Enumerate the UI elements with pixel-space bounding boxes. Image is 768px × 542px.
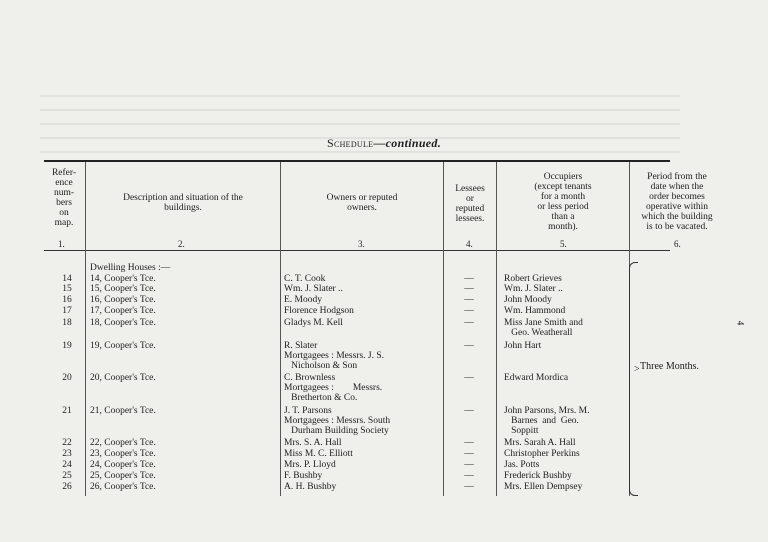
row-owner: F. Bushby	[284, 471, 323, 481]
column-divider	[496, 162, 497, 496]
row-description: 15, Cooper's Tce.	[90, 284, 156, 294]
row-owner: Mrs. P. Lloyd	[284, 460, 336, 470]
header-period	[632, 172, 722, 232]
row-description: 25, Cooper's Tce.	[90, 471, 156, 481]
row-occupier: Mrs. Ellen Dempsey	[504, 482, 583, 492]
row-owner: Mrs. S. A. Hall	[284, 438, 342, 448]
column-number: 3.	[358, 239, 365, 249]
row-owner: R. Slater Mortgagees : Messrs. J. S. Nicholson & Son	[284, 341, 385, 371]
row-lessee: —	[464, 284, 474, 294]
column-divider	[85, 162, 86, 496]
column-divider	[443, 162, 444, 496]
row-owner: Gladys M. Kell	[284, 318, 343, 328]
header-reference	[44, 168, 84, 228]
column-divider	[280, 162, 281, 496]
row-owner: C. T. Cook	[284, 274, 326, 284]
row-owner: C. Brownless Mortgagees : Messrs. Bretherton & Co.	[284, 373, 383, 403]
row-reference: 18	[62, 318, 72, 328]
row-lessee: —	[464, 438, 474, 448]
vacate-period: Three Months.	[640, 361, 699, 372]
row-reference: 24	[62, 460, 72, 470]
row-lessee: —	[464, 274, 474, 284]
row-occupier: John Moody	[504, 295, 552, 305]
grouping-brace	[629, 262, 638, 496]
header-description-text: Description and situation of the buildings.	[123, 193, 243, 213]
row-reference: 23	[62, 449, 72, 459]
row-description: 22, Cooper's Tce.	[90, 438, 156, 448]
row-owner: J. T. Parsons Mortgagees : Messrs. South Durham Building Society	[284, 406, 391, 436]
row-reference: 22	[62, 438, 72, 448]
row-lessee: —	[464, 460, 474, 470]
row-owner: Miss M. C. Elliott	[284, 449, 353, 459]
column-number: 4.	[466, 239, 473, 249]
row-occupier: Edward Mordica	[504, 373, 569, 383]
header-lessees	[445, 184, 495, 224]
row-description: 16, Cooper's Tce.	[90, 295, 156, 305]
row-description: 26, Cooper's Tce.	[90, 482, 156, 492]
header-occupiers	[498, 172, 628, 232]
row-occupier: John Parsons, Mrs. M. Barnes and Geo. Soppitt	[504, 406, 590, 436]
row-lessee: —	[464, 471, 474, 481]
row-lessee: —	[464, 406, 474, 416]
header-occupiers-text: Occupiers (except tenants for a month or less period than a month).	[534, 172, 592, 232]
column-number: 6.	[674, 239, 681, 249]
row-lessee: —	[464, 306, 474, 316]
schedule-title-main: Schedule	[326, 136, 374, 150]
row-owner: E. Moody	[284, 295, 322, 305]
header-description	[88, 193, 278, 213]
row-description: 19, Cooper's Tce.	[90, 341, 156, 351]
row-occupier: Christopher Perkins	[504, 449, 580, 459]
header-reference-text: Refer- ence num- bers on map.	[51, 168, 77, 228]
row-description: 18, Cooper's Tce.	[90, 318, 156, 328]
row-description: 20, Cooper's Tce.	[90, 373, 156, 383]
row-occupier: John Hart	[504, 341, 542, 351]
row-lessee: —	[464, 373, 474, 383]
table-top-rule	[44, 160, 670, 162]
header-period-text: Period from the date when the order becomes operative within which the building is to be vacated.	[641, 172, 713, 232]
row-occupier: Frederick Bushby	[504, 471, 572, 481]
schedule-title-continued: —continued.	[373, 136, 442, 150]
row-lessee: —	[464, 482, 474, 492]
row-occupier: Mrs. Sarah A. Hall	[504, 438, 576, 448]
row-reference: 26	[62, 482, 72, 492]
row-lessee: —	[464, 295, 474, 305]
row-occupier: Wm. J. Slater ..	[504, 284, 563, 294]
schedule-title	[0, 136, 768, 151]
row-reference: 17	[62, 306, 72, 316]
row-reference: 15	[62, 284, 72, 294]
row-occupier: Miss Jane Smith and Geo. Weatherall	[504, 318, 583, 338]
row-reference: 19	[62, 341, 72, 351]
row-lessee: —	[464, 318, 474, 328]
row-occupier: Wm. Hammond	[504, 306, 566, 316]
row-description: 14, Cooper's Tce.	[90, 274, 156, 284]
row-lessee: —	[464, 341, 474, 351]
row-description: 17, Cooper's Tce.	[90, 306, 156, 316]
column-number: 1.	[58, 239, 65, 249]
row-lessee: —	[464, 449, 474, 459]
column-number: 5.	[560, 239, 567, 249]
column-number: 2.	[178, 239, 185, 249]
brace-point: >	[634, 364, 640, 375]
header-lessees-text: Lessees or reputed lessees.	[455, 184, 485, 224]
row-reference: 25	[62, 471, 72, 481]
header-bottom-rule	[44, 250, 670, 251]
row-reference: 16	[62, 295, 72, 305]
row-description: 21, Cooper's Tce.	[90, 406, 156, 416]
row-occupier: Robert Grieves	[504, 274, 562, 284]
section-label: Dwelling Houses :—	[90, 263, 171, 273]
page-number: 4	[735, 320, 746, 326]
row-occupier: Jas. Potts	[504, 460, 540, 470]
header-owners-text: Owners or reputed owners.	[326, 193, 398, 213]
row-owner: Wm. J. Slater ..	[284, 284, 343, 294]
row-reference: 21	[62, 406, 72, 416]
row-owner: Florence Hodgson	[284, 306, 354, 316]
header-owners	[283, 193, 441, 213]
row-owner: A. H. Bushby	[284, 482, 337, 492]
row-description: 23, Cooper's Tce.	[90, 449, 156, 459]
row-reference: 14	[62, 274, 72, 284]
row-description: 24, Cooper's Tce.	[90, 460, 156, 470]
row-reference: 20	[62, 373, 72, 383]
